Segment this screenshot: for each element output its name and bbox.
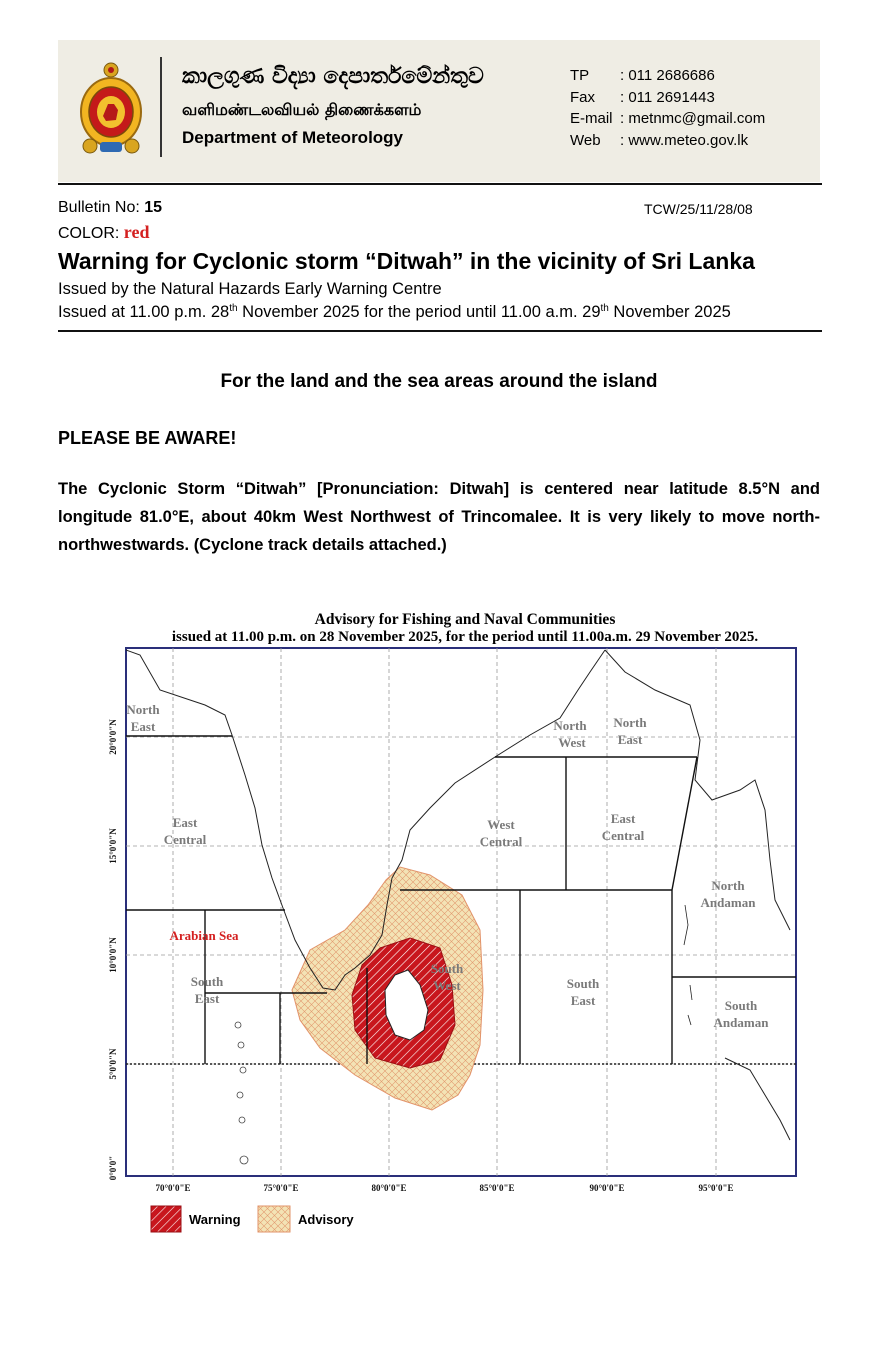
contact-value[interactable]: : www.meteo.gov.lk (620, 131, 749, 149)
ordinal-suffix: th (600, 303, 609, 314)
region-south-west: South (430, 961, 464, 976)
advisory-swatch-icon (257, 1205, 291, 1233)
dept-name-sinhala: කාලගුණ විද්‍යා දෙපාර්තමේන්තුව (182, 64, 484, 89)
contact-block (570, 65, 765, 151)
region-north-andaman: North (711, 878, 745, 893)
contact-value: : 011 2691443 (620, 88, 715, 106)
header-divider (160, 57, 162, 157)
lon-tick: 70°0'0"E (155, 1183, 191, 1193)
region-north-east-w: North (126, 702, 160, 717)
contact-fax (570, 87, 765, 109)
lat-tick: 20°0'0"N (108, 719, 118, 755)
lon-tick: 90°0'0"E (589, 1183, 625, 1193)
contact-email (570, 108, 765, 130)
region-north-east-b: North (613, 715, 647, 730)
lat-tick-labels (108, 719, 118, 1181)
section-subheading: For the land and the sea areas around the island (220, 371, 658, 392)
bulletin-number (58, 199, 162, 217)
map-subtitle: issued at 11.00 p.m. on 28 November 2025, for the period until 11.00a.m. 29 November 2025. (171, 629, 759, 645)
bulletin-color (58, 222, 149, 243)
contact-value[interactable]: : metnmc@gmail.com (620, 110, 766, 127)
region-north-east-b: East (617, 732, 643, 747)
contact-phone (570, 65, 765, 87)
lon-tick-labels (155, 1183, 733, 1193)
region-south-andaman: Andaman (713, 1015, 769, 1030)
lat-tick: 0°0'0" (108, 1155, 118, 1181)
aware-heading: PLEASE BE AWARE! (58, 428, 237, 448)
bulletin-value: 15 (144, 199, 163, 216)
sri-lanka-emblem-icon (78, 58, 144, 156)
ordinal-suffix: th (229, 303, 238, 314)
contact-label: Fax (570, 88, 596, 106)
region-south-east-b: South (566, 976, 600, 991)
region-north-west: West (558, 735, 586, 750)
contact-label: E-mail (570, 110, 613, 127)
header-banner (58, 40, 820, 182)
bulletin-code: TCW/25/11/28/08 (644, 201, 753, 217)
dept-name-english: Department of Meteorology (182, 128, 404, 147)
contact-label: TP (570, 67, 590, 84)
lat-tick: 5°0'0"N (108, 1048, 118, 1080)
contact-web (570, 130, 765, 152)
region-east-central-w: Central (163, 832, 207, 847)
lon-tick: 95°0'0"E (698, 1183, 734, 1193)
bottom-rule (58, 330, 822, 332)
lon-tick: 85°0'0"E (479, 1183, 515, 1193)
legend-warning-label: Warning (189, 1211, 241, 1227)
legend-advisory (257, 1205, 354, 1233)
lat-tick: 10°0'0"N (108, 937, 118, 973)
region-south-east-w: East (194, 991, 220, 1006)
region-east-central-w: East (172, 815, 198, 830)
lat-tick: 15°0'0"N (108, 828, 118, 864)
issued-at (58, 303, 731, 322)
region-west-central: West (487, 817, 515, 832)
color-value: red (123, 222, 150, 242)
top-rule (58, 183, 822, 185)
region-west-central: Central (479, 834, 523, 849)
dept-name-tamil: வளிமண்டலவியல் திணைக்களம் (182, 100, 422, 119)
warning-paragraph: The Cyclonic Storm “Ditwah” [Pronunciation: Ditwah] is centered near latitude 8.5°N and longitude 81.0°E, about 40km West Northwest of Trincomalee. It is very likely to move north-northwestwards. (Cyclone track details attached.) (58, 480, 820, 554)
issued-at-part: Issued at 11.00 p.m. 28 (58, 303, 230, 321)
color-label: COLOR: (58, 225, 124, 242)
contact-value: : 011 2686686 (620, 67, 715, 84)
region-east-central-b: Central (601, 828, 645, 843)
legend-warning (150, 1205, 241, 1233)
issued-at-part: November 2025 for the period until 11.00 a.m. 29 (237, 303, 601, 321)
region-north-west: North (553, 718, 587, 733)
region-north-andaman: Andaman (700, 895, 756, 910)
warning-title: Warning for Cyclonic storm “Ditwah” in the vicinity of Sri Lanka (58, 248, 755, 274)
region-south-west: West (433, 978, 461, 993)
arabian-sea-label: Arabian Sea (169, 928, 239, 943)
legend-advisory-label: Advisory (298, 1211, 354, 1227)
lon-tick: 80°0'0"E (371, 1183, 407, 1193)
bulletin-label: Bulletin No: (58, 199, 145, 216)
issued-at-part: November 2025 (608, 303, 731, 321)
region-north-east-w: East (130, 719, 156, 734)
issued-by: Issued by the Natural Hazards Early Warning Centre (58, 280, 442, 298)
contact-label: Web (570, 131, 601, 149)
warning-swatch-icon (150, 1205, 182, 1233)
region-south-east-b: East (570, 993, 596, 1008)
advisory-map (100, 640, 810, 1200)
map-title: Advisory for Fishing and Naval Communities (314, 611, 616, 628)
region-south-andaman: South (724, 998, 758, 1013)
lon-tick: 75°0'0"E (263, 1183, 299, 1193)
region-east-central-b: East (610, 811, 636, 826)
region-south-east-w: South (190, 974, 224, 989)
